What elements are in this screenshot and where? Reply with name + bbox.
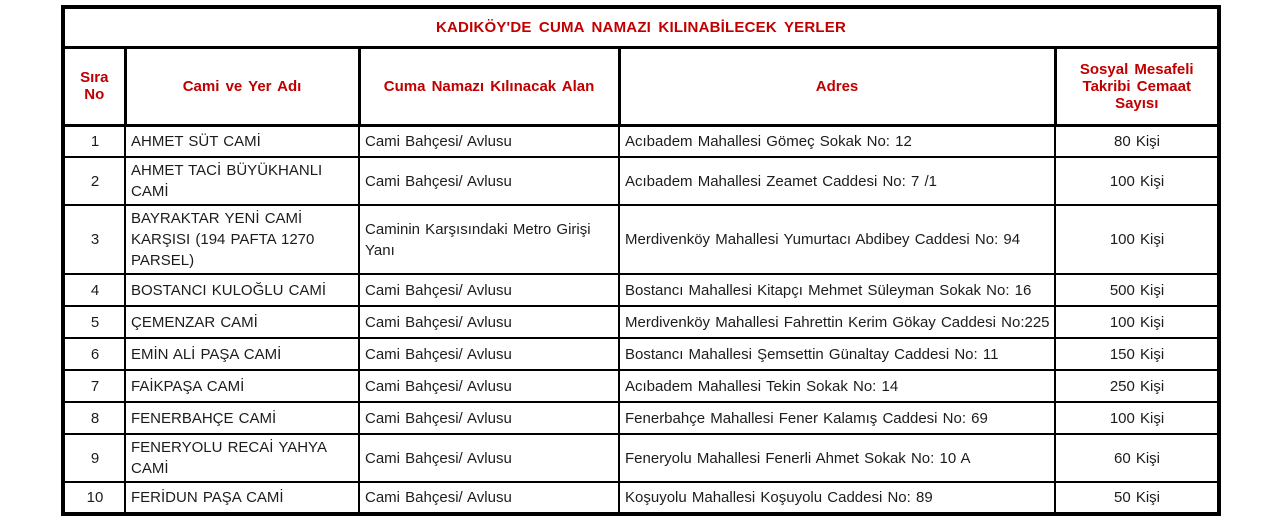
cell-adres: Acıbadem Mahallesi Gömeç Sokak No: 12 xyxy=(619,125,1055,157)
cell-sira-no: 4 xyxy=(63,274,125,306)
title-row xyxy=(63,7,1219,47)
cell-sira-no: 6 xyxy=(63,338,125,370)
cell-cemaat-sayisi: 100 Kişi xyxy=(1055,306,1219,338)
cell-sira-no: 3 xyxy=(63,205,125,274)
col-header-adres: Adres xyxy=(619,47,1055,125)
table-body xyxy=(63,125,1219,514)
cell-cemaat-sayisi: 250 Kişi xyxy=(1055,370,1219,402)
table-row xyxy=(63,205,1219,274)
cell-cuma-namazi-kilinacak-alan: Cami Bahçesi/ Avlusu xyxy=(359,338,619,370)
cell-cami-ve-yer-adi: BAYRAKTAR YENİ CAMİ KARŞISI (194 PAFTA 1270 PARSEL) xyxy=(125,205,359,274)
cell-adres: Bostancı Mahallesi Kitapçı Mehmet Süleyman Sokak No: 16 xyxy=(619,274,1055,306)
cell-cemaat-sayisi: 100 Kişi xyxy=(1055,402,1219,434)
cell-cemaat-sayisi: 100 Kişi xyxy=(1055,205,1219,274)
col-header-cemaat-sayisi: Sosyal Mesafeli Takribi Cemaat Sayısı xyxy=(1055,47,1219,125)
table-row xyxy=(63,125,1219,157)
cell-cami-ve-yer-adi: ÇEMENZAR CAMİ xyxy=(125,306,359,338)
table-row xyxy=(63,482,1219,514)
table-row xyxy=(63,157,1219,205)
cell-cemaat-sayisi: 60 Kişi xyxy=(1055,434,1219,482)
cell-sira-no: 2 xyxy=(63,157,125,205)
cell-sira-no: 8 xyxy=(63,402,125,434)
cell-cuma-namazi-kilinacak-alan: Cami Bahçesi/ Avlusu xyxy=(359,157,619,205)
cell-adres: Feneryolu Mahallesi Fenerli Ahmet Sokak No: 10 A xyxy=(619,434,1055,482)
header-row xyxy=(63,47,1219,125)
col-header-cami-ve-yer-adi: Cami ve Yer Adı xyxy=(125,47,359,125)
cell-adres: Acıbadem Mahallesi Zeamet Caddesi No: 7 /1 xyxy=(619,157,1055,205)
cell-adres: Koşuyolu Mahallesi Koşuyolu Caddesi No: 89 xyxy=(619,482,1055,514)
table-row xyxy=(63,370,1219,402)
cell-cami-ve-yer-adi: AHMET TACİ BÜYÜKHANLI CAMİ xyxy=(125,157,359,205)
cell-cemaat-sayisi: 150 Kişi xyxy=(1055,338,1219,370)
cell-cami-ve-yer-adi: FERİDUN PAŞA CAMİ xyxy=(125,482,359,514)
cell-cuma-namazi-kilinacak-alan: Cami Bahçesi/ Avlusu xyxy=(359,434,619,482)
cell-adres: Acıbadem Mahallesi Tekin Sokak No: 14 xyxy=(619,370,1055,402)
table-row xyxy=(63,434,1219,482)
cell-adres: Merdivenköy Mahallesi Fahrettin Kerim Gökay Caddesi No:225 xyxy=(619,306,1055,338)
cell-cuma-namazi-kilinacak-alan: Cami Bahçesi/ Avlusu xyxy=(359,402,619,434)
cell-cuma-namazi-kilinacak-alan: Cami Bahçesi/ Avlusu xyxy=(359,370,619,402)
cell-cuma-namazi-kilinacak-alan: Cami Bahçesi/ Avlusu xyxy=(359,482,619,514)
table-row xyxy=(63,402,1219,434)
cell-cami-ve-yer-adi: FAİKPAŞA CAMİ xyxy=(125,370,359,402)
cell-sira-no: 5 xyxy=(63,306,125,338)
cell-cemaat-sayisi: 80 Kişi xyxy=(1055,125,1219,157)
table-row xyxy=(63,338,1219,370)
cell-sira-no: 10 xyxy=(63,482,125,514)
cell-sira-no: 7 xyxy=(63,370,125,402)
cell-adres: Merdivenköy Mahallesi Yumurtacı Abdibey Caddesi No: 94 xyxy=(619,205,1055,274)
table-row xyxy=(63,306,1219,338)
cell-adres: Fenerbahçe Mahallesi Fener Kalamış Caddesi No: 69 xyxy=(619,402,1055,434)
cell-cemaat-sayisi: 50 Kişi xyxy=(1055,482,1219,514)
col-header-cuma-namazi-kilinacak-alan: Cuma Namazı Kılınacak Alan xyxy=(359,47,619,125)
cell-cami-ve-yer-adi: AHMET SÜT CAMİ xyxy=(125,125,359,157)
cell-sira-no: 9 xyxy=(63,434,125,482)
cell-cuma-namazi-kilinacak-alan: Cami Bahçesi/ Avlusu xyxy=(359,274,619,306)
cell-cami-ve-yer-adi: FENERBAHÇE CAMİ xyxy=(125,402,359,434)
cell-adres: Bostancı Mahallesi Şemsettin Günaltay Caddesi No: 11 xyxy=(619,338,1055,370)
table-row xyxy=(63,274,1219,306)
cell-cuma-namazi-kilinacak-alan: Cami Bahçesi/ Avlusu xyxy=(359,306,619,338)
cell-cemaat-sayisi: 500 Kişi xyxy=(1055,274,1219,306)
cell-sira-no: 1 xyxy=(63,125,125,157)
col-header-sira-no: Sıra No xyxy=(63,47,125,125)
cell-cuma-namazi-kilinacak-alan: Cami Bahçesi/ Avlusu xyxy=(359,125,619,157)
cell-cami-ve-yer-adi: FENERYOLU RECAİ YAHYA CAMİ xyxy=(125,434,359,482)
cell-cuma-namazi-kilinacak-alan: Caminin Karşısındaki Metro Girişi Yanı xyxy=(359,205,619,274)
cell-cami-ve-yer-adi: EMİN ALİ PAŞA CAMİ xyxy=(125,338,359,370)
friday-prayer-places-table xyxy=(61,5,1221,516)
table-title: KADIKÖY'DE CUMA NAMAZI KILINABİLECEK YERLER xyxy=(63,7,1219,47)
cell-cami-ve-yer-adi: BOSTANCI KULOĞLU CAMİ xyxy=(125,274,359,306)
cell-cemaat-sayisi: 100 Kişi xyxy=(1055,157,1219,205)
